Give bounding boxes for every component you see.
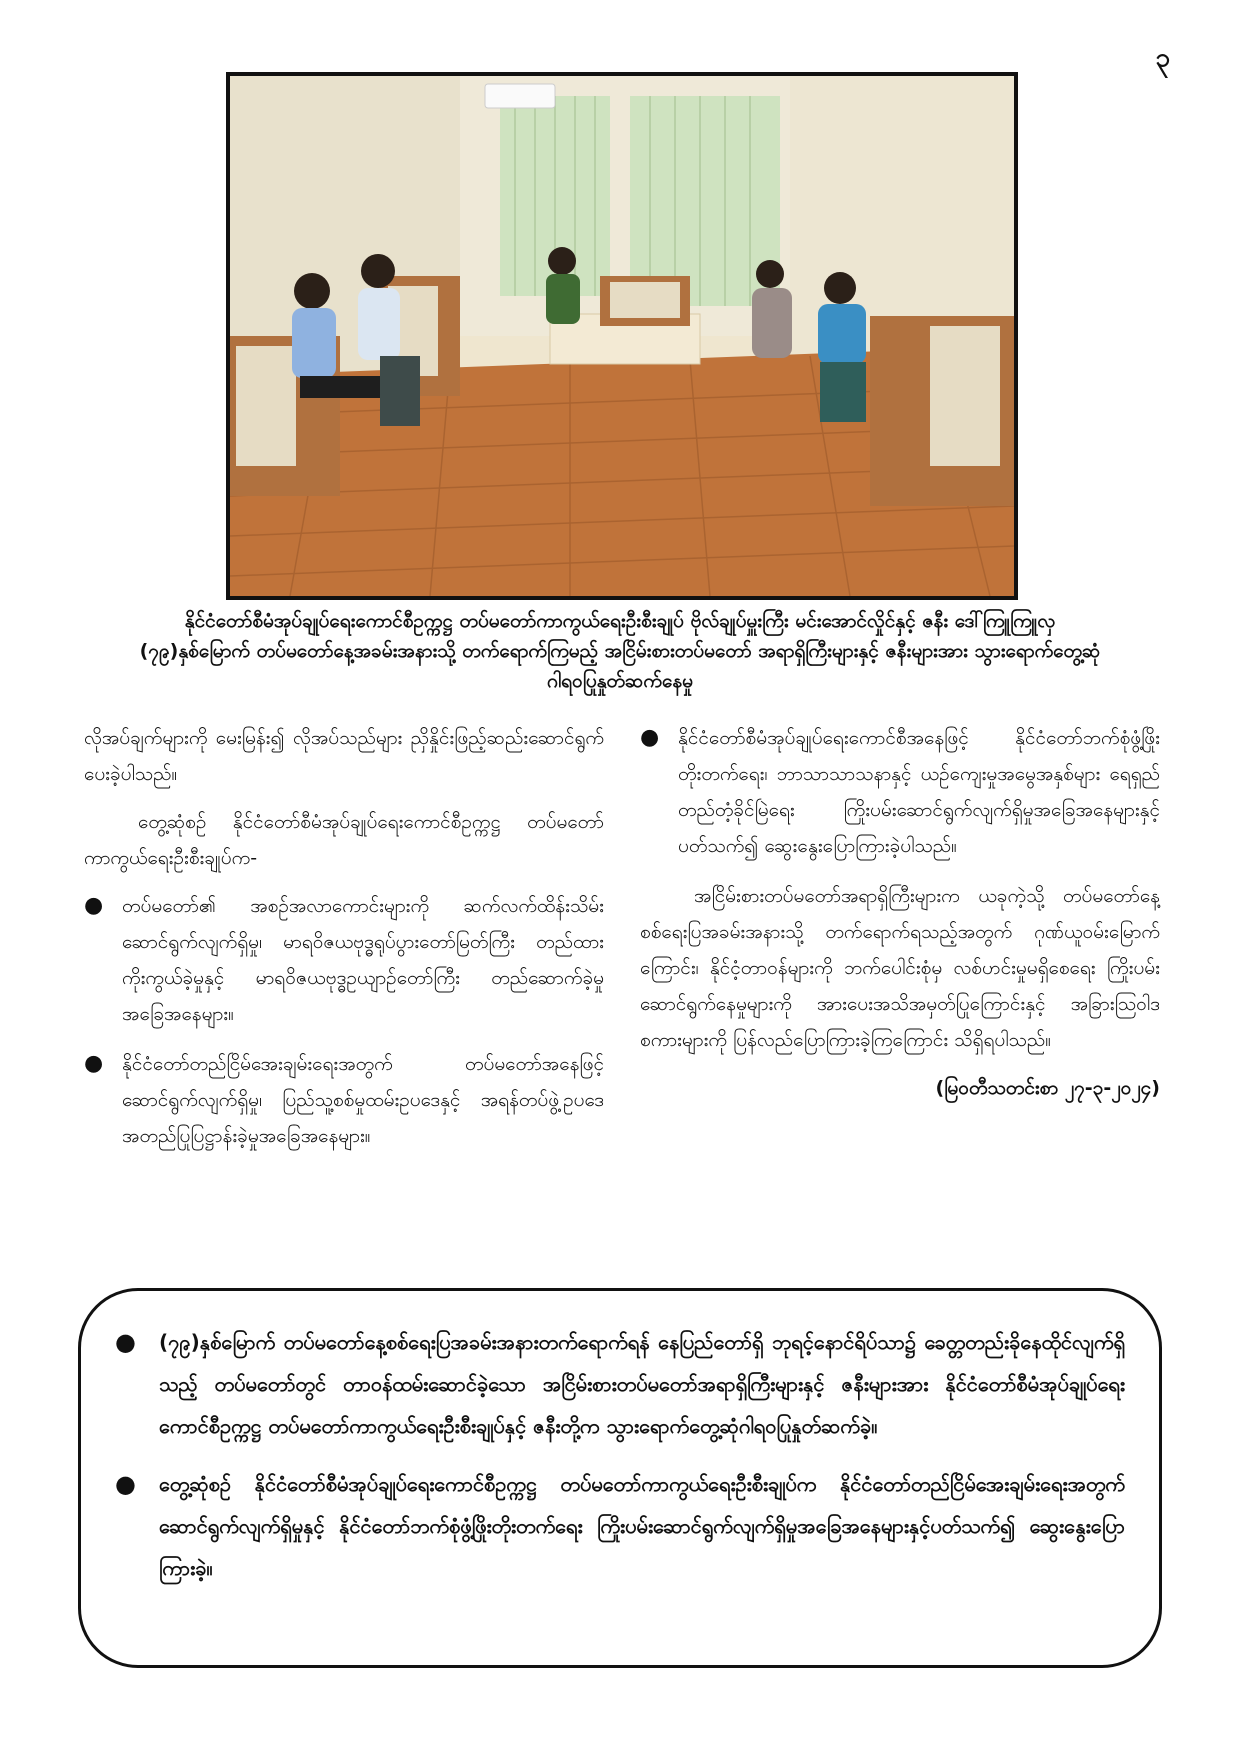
left-paragraph-1: လိုအပ်ချက်များကို မေးမြန်း၍ လိုအပ်သည်များ ညှိနှိုင်းဖြည့်ဆည်းဆောင်ရွက်ပေးခဲ့ပါသည်။: [84, 727, 604, 785]
list-item-text: နိုင်ငံတော်တည်ငြိမ်အေးချမ်းရေးအတွက် တပ်မတော်အနေဖြင့် ဆောင်ရွက်လျက်ရှိမှု၊ ပြည်သူ့စစ်မှုထမ်းဥပဒေနှင့် အရန်တပ်ဖွဲ့ဥပဒေ အတည်ပြုပြဋ္ဌာန်းခဲ့မှုအခြေအနေများ။: [122, 1053, 604, 1147]
list-item: [84, 1046, 604, 1154]
bullet-icon: ●: [84, 1051, 104, 1076]
bullet-icon: ●: [115, 1470, 136, 1498]
summary-item-text: (၇၉)နှစ်မြောက် တပ်မတော်နေ့စစ်ရေးပြအခမ်းအနားတက်ရောက်ရန် နေပြည်တော်ရှိ ဘုရင့်နောင်ရိပ်သာ၌ ခေတ္တတည်းခိုနေထိုင်လျက်ရှိသည့် တပ်မတော်တွင် တာဝန်ထမ်းဆောင်ခဲ့သော အငြိမ်းစားတပ်မတော်အရာရှိကြီးများနှင့် ဇနီးများအား နိုင်ငံတော်စီမံအုပ်ချုပ်ရေးကောင်စီဥက္ကဋ္ဌ တပ်မတော်ကာကွယ်ရေးဦးစီးချုပ်နှင့် ဇနီးတို့က သွားရောက်တွေ့ဆုံဂါရဝပြုနှုတ်ဆက်ခဲ့။: [159, 1330, 1125, 1438]
list-item: [115, 1463, 1125, 1589]
meeting-photo: [226, 72, 1018, 600]
list-item: [84, 888, 604, 1032]
summary-box: [78, 1288, 1162, 1668]
bullet-icon: ●: [115, 1328, 136, 1356]
list-item: [640, 720, 1160, 864]
photo-caption: နိုင်ငံတော်စီမံအုပ်ချုပ်ရေးကောင်စီဥက္ကဋ္ဌ တပ်မတော်ကာကွယ်ရေးဦးစီးချုပ် ဗိုလ်ချုပ်မှူးကြီး မင်းအောင်လှိုင်နှင့် ဇနီး ဒေါ်ကြူကြူလှ (၇၉)နှစ်မြောက် တပ်မတော်နေ့အခမ်းအနားသို့ တက်ရောက်ကြမည့် အငြိမ်းစားတပ်မတော် အရာရှိကြီးများနှင့် ဇနီးများအား သွားရောက်တွေ့ဆုံဂါရဝပြုနှုတ်ဆက်နေမှု: [139, 610, 1101, 692]
list-item-text: တပ်မတော်၏ အစဉ်အလာကောင်းများကို ဆက်လက်ထိန်းသိမ်းဆောင်ရွက်လျက်ရှိမှု၊ မာရဝိဇယဗုဒ္ဓရုပ်ပွားတော်မြတ်ကြီး တည်ထားကိုးကွယ်ခဲ့မှုနှင့် မာရဝိဇယဗုဒ္ဓဥယျာဉ်တော်ကြီး တည်ဆောက်ခဲ့မှုအခြေအနေများ။: [122, 895, 604, 1025]
source-citation: (မြဝတီသတင်းစာ ၂၇-၃-၂၀၂၄): [935, 1077, 1160, 1099]
summary-item-text: တွေ့ဆုံစဉ် နိုင်ငံတော်စီမံအုပ်ချုပ်ရေးကောင်စီဥက္ကဋ္ဌ တပ်မတော်ကာကွယ်ရေးဦးစီးချုပ်က နိုင်ငံတော်တည်ငြိမ်အေးချမ်းရေးအတွက် ဆောင်ရွက်လျက်ရှိမှုနှင့် နိုင်ငံတော်ဘက်စုံဖွံ့ဖြိုးတိုးတက်ရေး ကြိုးပမ်းဆောင်ရွက်လျက်ရှိမှုအခြေအနေများနှင့်ပတ်သက်၍ ဆွေးနွေးပြောကြားခဲ့။: [159, 1472, 1125, 1580]
right-column: [640, 720, 1160, 1118]
list-item: [115, 1321, 1125, 1447]
bullet-icon: ●: [84, 893, 104, 918]
page-number: ၃: [1155, 43, 1170, 73]
bullet-icon: ●: [640, 725, 660, 750]
list-item-text: နိုင်ငံတော်စီမံအုပ်ချုပ်ရေးကောင်စီအနေဖြင့် နိုင်ငံတော်ဘက်စုံဖွံ့ဖြိုးတိုးတက်ရေး၊ ဘာသာသာသနာနှင့် ယဉ်ကျေးမှုအမွေအနှစ်များ ရေရှည်တည်တံ့ခိုင်မြဲရေး ကြိုးပမ်းဆောင်ရွက်လျက်ရှိမှုအခြေအနေများနှင့်ပတ်သက်၍ ဆွေးနွေးပြောကြားခဲ့ပါသည်။: [678, 727, 1160, 857]
meeting-room-illustration: [230, 76, 1014, 596]
left-bullet-list: [84, 888, 604, 1154]
right-paragraph: အငြိမ်းစားတပ်မတော်အရာရှိကြီးများက ယခုကဲ့သို့ တပ်မတော်နေ့စစ်ရေးပြအခမ်းအနားသို့ တက်ရောက်ရသည့်အတွက် ဂုဏ်ယူဝမ်းမြောက်ကြောင်း၊ နိုင်ငံ့တာဝန်များကို ဘက်ပေါင်းစုံမှ လစ်ဟင်းမှုမရှိစေရေး ကြိုးပမ်းဆောင်ရွက်နေမှုများကို အားပေးအသိအမှတ်ပြုကြောင်းနှင့် အခြားသြဝါဒစကားများကို ပြန်လည်ပြောကြားခဲ့ကြကြောင်း သိရှိရပါသည်။: [640, 885, 1160, 1051]
left-paragraph-2: တွေ့ဆုံစဉ် နိုင်ငံတော်စီမံအုပ်ချုပ်ရေးကောင်စီဥက္ကဋ္ဌ တပ်မတော်ကာကွယ်ရေးဦးစီးချုပ်က-: [84, 811, 604, 869]
summary-bullet-list: [115, 1321, 1125, 1589]
right-bullet-list: [640, 720, 1160, 864]
left-column: [84, 720, 604, 1168]
